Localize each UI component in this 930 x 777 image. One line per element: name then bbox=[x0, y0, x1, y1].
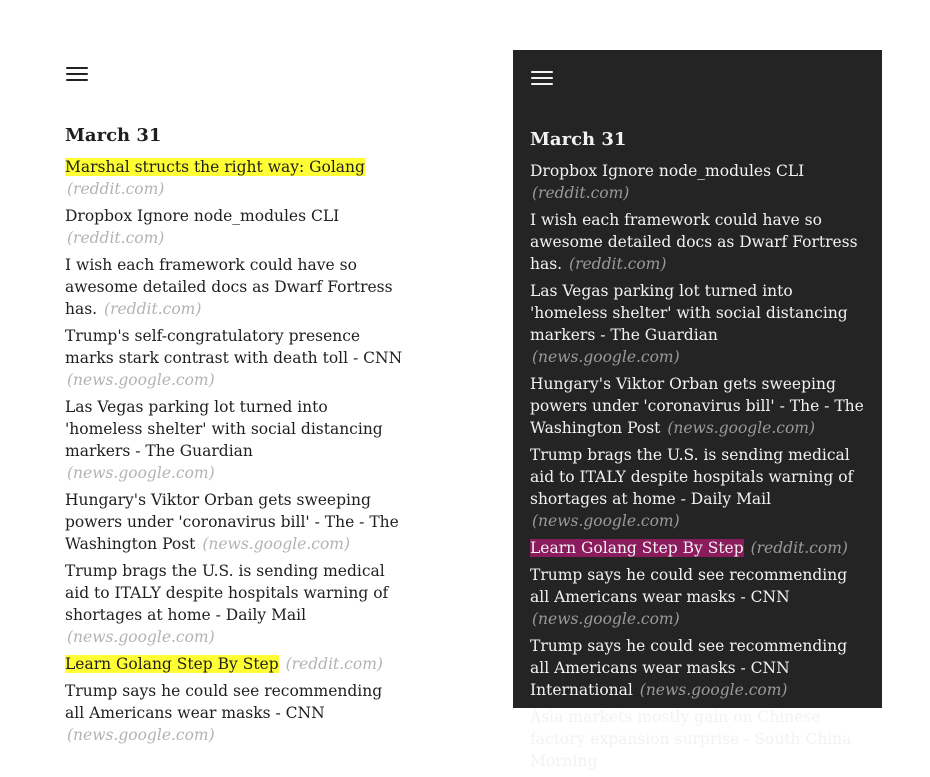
news-item-title-link[interactable]: Marshal structs the right way: Golang bbox=[65, 158, 365, 176]
news-item bbox=[65, 560, 405, 648]
news-item bbox=[65, 653, 405, 675]
news-item bbox=[530, 444, 870, 532]
news-item bbox=[530, 537, 870, 559]
news-item-source: (news.google.com) bbox=[532, 512, 680, 530]
news-item-title-link[interactable]: Las Vegas parking lot turned into 'homeless shelter' with social distancing markers - The Guardian bbox=[530, 282, 848, 344]
news-item-source: (reddit.com) bbox=[67, 229, 165, 247]
news-item bbox=[65, 325, 405, 391]
news-item-title-link[interactable]: Hungary's Viktor Orban gets sweeping powers under 'coronavirus bill' - The - The Washington Post bbox=[530, 375, 864, 437]
news-item bbox=[530, 160, 870, 204]
news-item-source: (reddit.com) bbox=[569, 255, 667, 273]
hamburger-menu-icon[interactable] bbox=[531, 71, 553, 87]
hamburger-menu-icon[interactable] bbox=[66, 67, 88, 83]
dark-theme-panel bbox=[513, 50, 882, 770]
news-item-source: (reddit.com) bbox=[532, 184, 630, 202]
news-item bbox=[530, 209, 870, 275]
news-item-source: (news.google.com) bbox=[532, 610, 680, 628]
news-item-title-link[interactable]: I wish each framework could have so awesome detailed docs as Dwarf Fortress has. bbox=[530, 211, 858, 273]
news-item bbox=[65, 156, 405, 200]
news-item-source: (news.google.com) bbox=[202, 535, 351, 553]
news-item bbox=[65, 205, 405, 249]
news-item-source: (news.google.com) bbox=[67, 464, 215, 482]
news-item-source: (news.google.com) bbox=[67, 726, 215, 744]
news-item-source: (reddit.com) bbox=[750, 539, 848, 557]
news-item bbox=[65, 489, 405, 555]
news-item-source: (news.google.com) bbox=[532, 348, 680, 366]
news-item-title-link[interactable]: Trump says he could see recommending all Americans wear masks - CNN International bbox=[530, 637, 848, 699]
news-item-title-link[interactable]: Learn Golang Step By Step bbox=[65, 655, 279, 673]
news-item-title-link[interactable]: Trump says he could see recommending all Americans wear masks - CNN bbox=[65, 682, 383, 722]
news-item-title-link[interactable]: Trump brags the U.S. is sending medical aid to ITALY despite hospitals warning of shortages at home - Daily Mail bbox=[65, 562, 389, 624]
news-item-source: (news.google.com) bbox=[67, 628, 215, 646]
news-list bbox=[530, 128, 870, 777]
news-item-title-link[interactable]: Trump's self-congratulatory presence marks stark contrast with death toll - CNN bbox=[65, 327, 403, 367]
news-item-title-link[interactable]: Trump says he could see recommending all Americans wear masks - CNN bbox=[530, 566, 848, 606]
news-item-source: (reddit.com) bbox=[67, 180, 165, 198]
news-item bbox=[530, 635, 870, 701]
news-list bbox=[65, 124, 405, 751]
news-item bbox=[65, 396, 405, 484]
news-items bbox=[530, 160, 870, 772]
news-item-title-link[interactable]: Learn Golang Step By Step bbox=[530, 539, 744, 557]
news-item-source: (reddit.com) bbox=[285, 655, 383, 673]
news-item-source: (news.google.com) bbox=[639, 681, 788, 699]
news-item bbox=[65, 680, 405, 746]
light-theme-panel bbox=[0, 0, 470, 758]
news-item-source: (news.google.com) bbox=[67, 371, 215, 389]
news-item bbox=[65, 254, 405, 320]
news-item-title-link[interactable]: Asia markets mostly gain on Chinese factory expansion surprise - South China Morning bbox=[530, 708, 852, 770]
news-item-title-link[interactable]: Dropbox Ignore node_modules CLI bbox=[530, 162, 805, 180]
news-item-title-link[interactable]: Las Vegas parking lot turned into 'homeless shelter' with social distancing markers - The Guardian bbox=[65, 398, 383, 460]
date-heading: March 31 bbox=[530, 129, 627, 150]
news-item bbox=[530, 706, 870, 772]
news-item-title-link[interactable]: I wish each framework could have so awesome detailed docs as Dwarf Fortress has. bbox=[65, 256, 393, 318]
date-heading: March 31 bbox=[65, 125, 162, 146]
news-item-source: (reddit.com) bbox=[104, 300, 202, 318]
news-item bbox=[530, 564, 870, 630]
news-items bbox=[65, 156, 405, 746]
news-item-title-link[interactable]: Hungary's Viktor Orban gets sweeping powers under 'coronavirus bill' - The - The Washington Post bbox=[65, 491, 399, 553]
news-item-source: (news.google.com) bbox=[667, 419, 816, 437]
news-item-title-link[interactable]: Trump brags the U.S. is sending medical aid to ITALY despite hospitals warning of shortages at home - Daily Mail bbox=[530, 446, 854, 508]
news-item bbox=[530, 280, 870, 368]
news-item-title-link[interactable]: Dropbox Ignore node_modules CLI bbox=[65, 207, 340, 225]
news-item bbox=[530, 373, 870, 439]
